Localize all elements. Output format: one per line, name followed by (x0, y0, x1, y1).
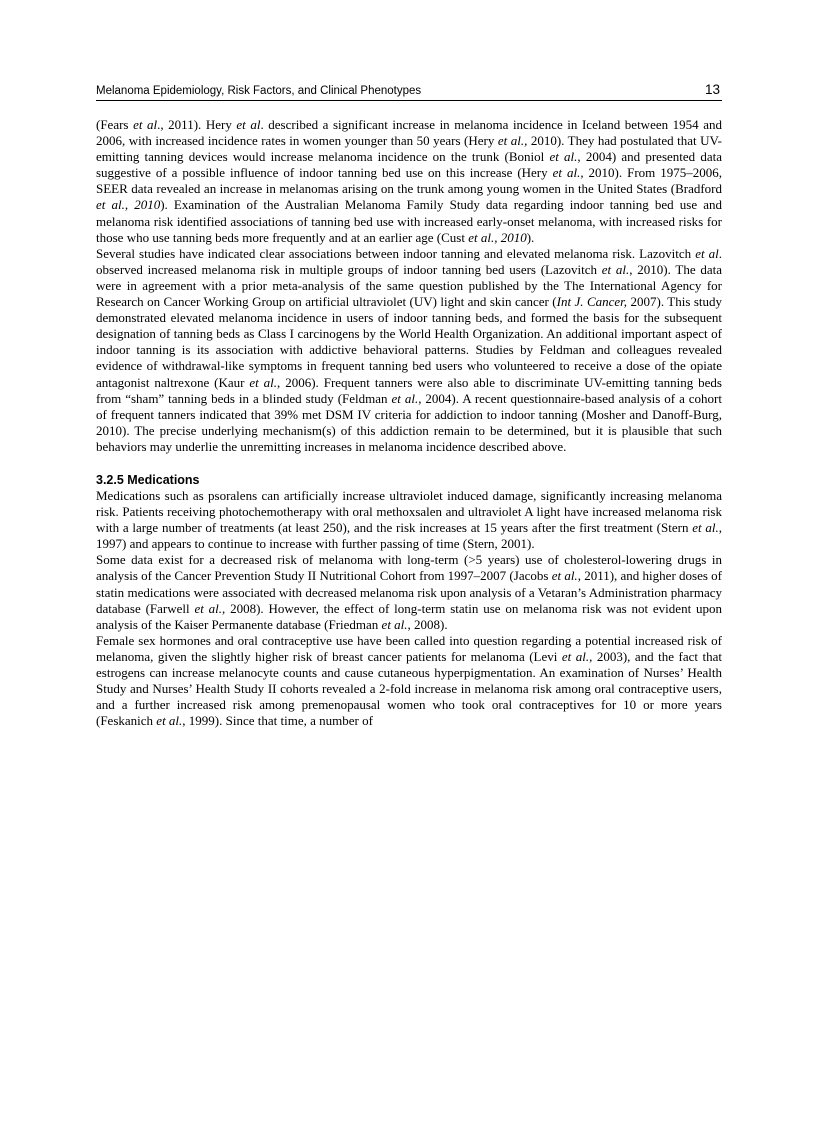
body-text (96, 117, 722, 729)
paragraph-psoralens: Medications such as psoralens can artificially increase ultraviolet induced damage, significantly increasing melanoma risk. Patients receiving photochemotherapy with oral methoxsalen and ultraviolet A light have increased melanoma risk with a large number of treatments (at least 250), and the risk increases at 15 years after the first treatment (Stern et al., 1997) and appears to continue to increase with further passing of time (Stern, 2001). (96, 487, 722, 552)
paragraph-indoor-tanning-risk: Several studies have indicated clear associations between indoor tanning and elevated melanoma risk. Lazovitch et al. observed increased melanoma risk in multiple groups of indoor tanning bed users (Lazovitch et al., 2010). The data were in agreement with a prior meta-analysis of the same question published by the The International Agency for Research on Cancer Working Group on artificial ultraviolet (UV) light and skin cancer (Int J. Cancer, 2007). This study demonstrated elevated melanoma incidence in users of indoor tanning beds, and formed the basis for the subsequent designation of tanning beds as Class I carcinogens by the World Health Organization. An additional important aspect of indoor tanning is its association with addictive behavioral patterns. Studies by Feldman and colleagues revealed evidence of withdrawal-like symptoms in frequent tanning bed users who volunteered to receive a dose of the opiate antagonist naltrexone (Kaur et al., 2006). Frequent tanners were also able to discriminate UV-emitting tanning beds from “sham” tanning beds in a blinded study (Feldman et al., 2004). A recent questionnaire-based analysis of a cohort of frequent tanners indicated that 39% met DSM IV criteria for addiction to indoor tanning (Mosher and Danoff-Burg, 2010). The precise underlying mechanism(s) of this addiction remain to be determined, but it is plausible that such behaviors may underlie the unremitting increases in melanoma incidence described above. (96, 245, 722, 454)
running-title: Melanoma Epidemiology, Risk Factors, and Clinical Phenotypes (96, 85, 422, 97)
paragraph-tanning-trends: (Fears et al., 2011). Hery et al. described a significant increase in melanoma incidence in Iceland between 1954 and 2006, with increased incidence rates in women younger than 50 years (Hery et al., 2010). They had postulated that UV-emitting tanning devices would increase melanoma incidence on the trunk (Boniol et al., 2004) and presented data suggestive of a possible influence of indoor tanning bed use on this increase (Hery et al., 2010). From 1975–2006, SEER data revealed an increase in melanomas arising on the trunk among young women in the United States (Bradford et al., 2010). Examination of the Australian Melanoma Family Study data regarding indoor tanning bed use and melanoma risk identified associations of tanning bed use with increased early-onset melanoma, with increased risks for those who use tanning beds more frequently and at an earlier age (Cust et al., 2010). (96, 117, 722, 245)
page-number: 13 (704, 82, 720, 97)
paragraph-hormones: Female sex hormones and oral contraceptive use have been called into question regarding a potential increased risk of melanoma, given the slightly higher risk of breast cancer patients for melanoma (Levi et al., 2003), and the fact that estrogens can increase melanocyte counts and cause cutaneous hyperpigmentation. An examination of Nurses’ Health Study and Nurses’ Health Study II cohorts revealed a 2-fold increase in melanoma risk among oral contraceptive users, and a further increased risk among premenopausal women who took oral contraceptives for 10 or more years (Feskanich et al., 1999). Since that time, a number of (96, 632, 722, 729)
paragraph-statins: Some data exist for a decreased risk of melanoma with long-term (>5 years) use of cholesterol-lowering drugs in analysis of the Cancer Prevention Study II Nutritional Cohort from 1997–2007 (Jacobs et al., 2011), and higher doses of statin medications were associated with decreased melanoma risk upon analysis of a Vetaran’s Administration pharmacy database (Farwell et al., 2008). However, the effect of long-term statin use on melanoma risk was not evident upon analysis of the Kaiser Permanente database (Friedman et al., 2008). (96, 552, 722, 632)
section-heading-medications: 3.2.5 Medications (96, 472, 200, 487)
running-header (96, 80, 722, 101)
